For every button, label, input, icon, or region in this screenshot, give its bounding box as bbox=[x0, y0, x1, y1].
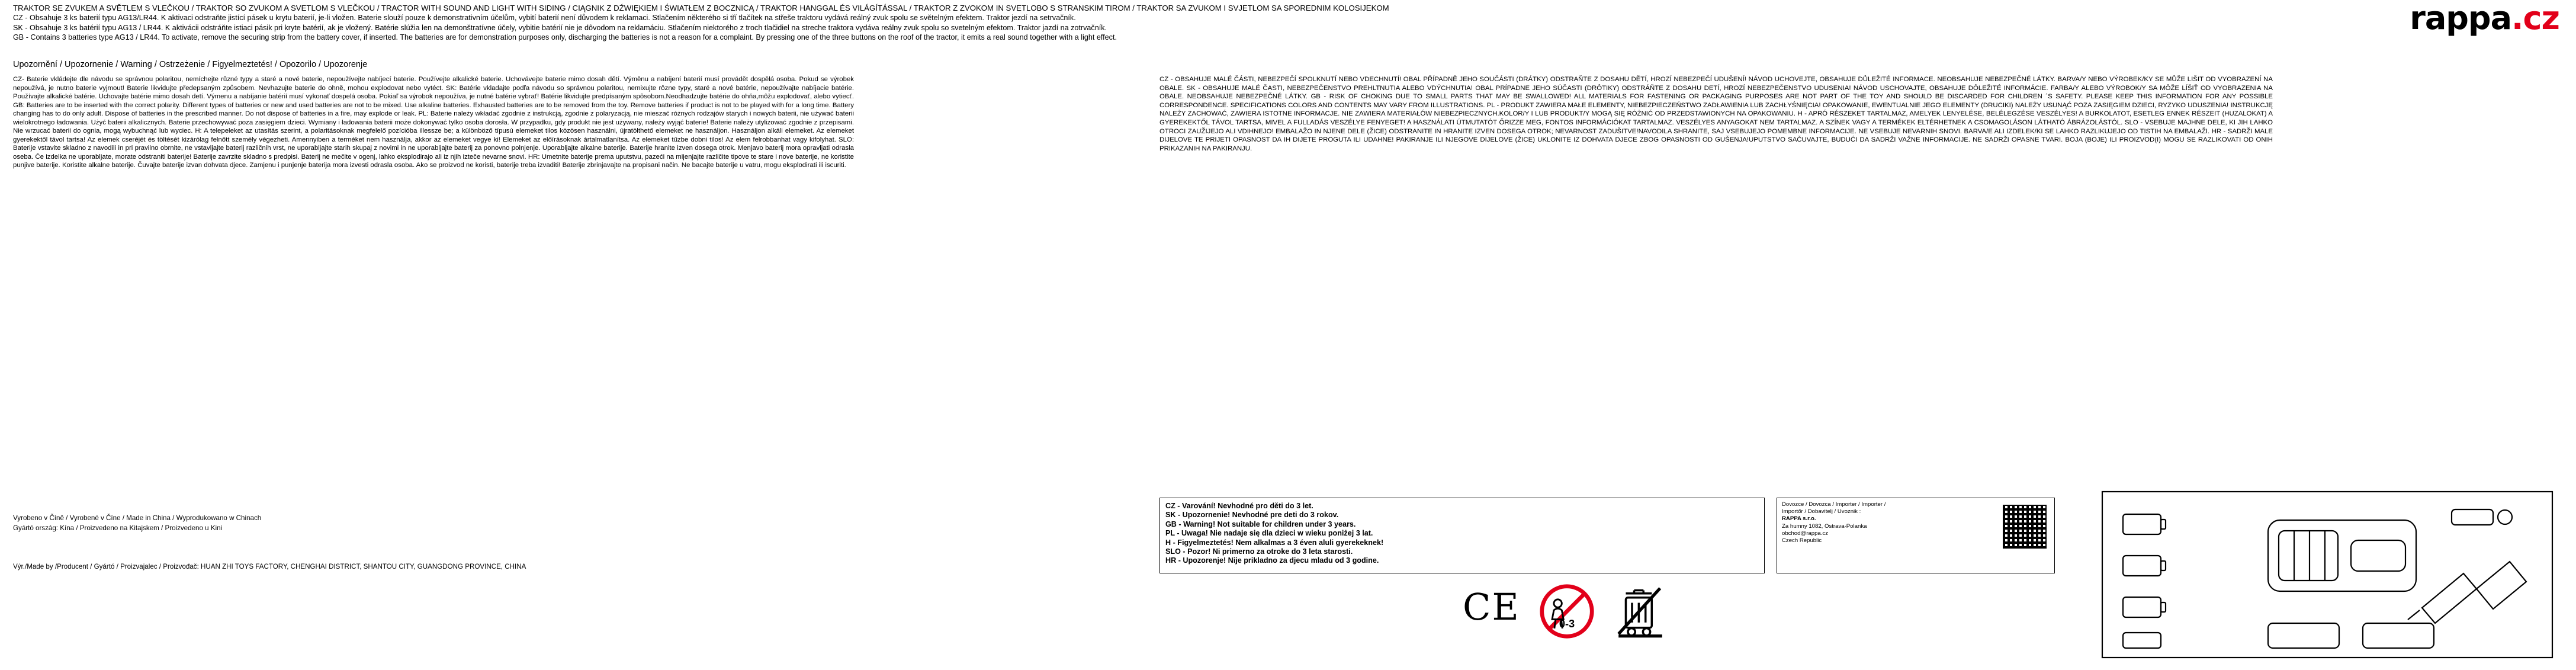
svg-text:0-3: 0-3 bbox=[1559, 617, 1575, 630]
made-in-block bbox=[13, 513, 854, 533]
ce-mark-icon: CE bbox=[1463, 585, 1520, 629]
header-line-sk: SK - Obsahuje 3 ks batérií typu AG13 / LR44. K aktivácii odstráňte istiaci pásik pri kryte batérií, ak je vložený. Batérie slúžia len na demonštratívne účely, vybitie batérií nie je dôvodom na reklamáciu. Stlačením niektorého z troch tlačidiel na streche traktora vydáva reálny zvuk spolu so svetelným efektom. Traktor jazdí na zotrvačník. bbox=[13, 23, 1107, 32]
made-in-line-1: Vyrobeno v Číně / Vyrobené v Číne / Made in China / Wyprodukowano w Chinach bbox=[13, 514, 262, 522]
product-title: TRAKTOR SE ZVUKEM A SVĚTLEM S VLEČKOU / TRAKTOR SO ZVUKOM A SVETLOM S VLEČKOU / TRACTOR WITH SOUND AND LIGHT WITH SIDING / CIĄGNIK Z DŹWIĘKIEM I ŚWIATŁEM Z BOCZNICĄ / TRAKTOR HANGGAL ÉS VILÁGÍTÁSSAL / TRAKTOR Z ZVOKOM IN SVETLOBO S STRANSKIM TIROM / TRAKTOR SA ZVUKOM I SVJETLOM SA SPOREDNIM KOLOSIJEKOM bbox=[13, 4, 1389, 12]
header-line-gb: GB - Contains 3 batteries type AG13 / LR44. To activate, remove the securing strip from the battery cover, if inserted. The batteries are for demonstration purposes only, discharging the batteries is not a reason for a complaint. By pressing one of the three buttons on the roof of the tractor, it emits a real sound together with a light effect. bbox=[13, 33, 1117, 41]
brand-logo bbox=[2410, 0, 2559, 37]
age-warning-pl: PL - Uwaga! Nie nadaje się dla dzieci w wieku poniżej 3 lat. bbox=[1165, 529, 1373, 538]
importer-company: RAPPA s.r.o. bbox=[1782, 515, 1816, 522]
age-warning-sk: SK - Upozornenie! Nevhodné pre deti do 3 rokov. bbox=[1165, 511, 1339, 520]
age-warning-cz: CZ - Varování! Nevhodné pro děti do 3 let. bbox=[1165, 502, 1313, 510]
brand-name: rappa bbox=[2410, 0, 2512, 37]
age-warning-slo: SLO - Pozor! Ni primerno za otroke do 3 leta starosti. bbox=[1165, 547, 1353, 556]
age-warning-box bbox=[1159, 498, 1765, 573]
importer-label-1: Dovozce / Dovozca / Importer / Importer / bbox=[1782, 501, 1886, 508]
battery-compartment-illustration bbox=[2090, 486, 2564, 663]
header-block bbox=[13, 4, 2311, 42]
wheelie-bin-icon bbox=[1614, 584, 1666, 639]
importer-email: obchod@rappa.cz bbox=[1782, 530, 1829, 537]
age-warning-h: H - Figyelmeztetés! Nem alkalmas a 3 éven aluli gyerekeknek! bbox=[1165, 538, 1384, 547]
compliance-symbols bbox=[1463, 581, 1889, 652]
battery-instructions-paragraph: CZ- Baterie vkládejte dle návodu se správnou polaritou, nemíchejte různé typy a staré a nové baterie, nepoužívejte nabíjecí baterie. Používejte alkalické baterie. Uchovávejte baterie mimo dosah dětí. Výměnu a nabíjení baterií musí provádět dospělá osoba. Pokud se výrobek nepoužívá, je nutno baterie vyjmout! Baterie likvidujte předepsaným způsobem. Nevhazujte baterie do ohně, mohou explodovat nebo vytéct. SK: Batérie vkladajte podľa návodu so správnou polaritou, nemixujte rôzne typy, staré a nové batérie, nepoužívajte nabíjacie batérie. Používajte alkalické batérie. Uchovajte batérie mimo dosah detí. Výmenu a nabíjanie batérií musí vykonať dospelá osoba. Pokiaľ sa výrobok nepoužíva, je nutné batérie vybrať! Batérie likvidujte predpísaným spôsobom.Neodhadzujte batérie do ohňa,môžu explodovať, alebo vytiecť. GB: Batteries are to be inserted with the correct polarity. Different types of batteries or new and used batteries are not to be mixed. Use alkaline batteries. Exhausted batteries are to be removed from the toy. Remove batteries if product is not to be played with for a long time. Battery changing has to do only adult. Dispose of batteries in the prescribed manner. Do not dispose of batteries in a fire, may explode or leak. PL: Baterie należy wkładać zgodnie z instrukcją, zgodnie z polaryzacją, nie mieszać różnych rodzajów starych i nowych baterii, nie używać baterii wielokrotnego ładowania. Użyć baterii alkalicznych. Baterie przechowywać poza zasięgiem dzieci. Wymiany i ładowania baterii może dokonywać tylko osoba dorosła. W przypadku, gdy produkt nie jest używany, należy wyjąć baterie! Baterie należy utylizować zgodnie z przepisami. Nie wrzucać baterii do ognia, mogą wybuchnąć lub wyciec. H: A telepeleket az utasítás szerint, a polaritásoknak megfelelő pozícióba illessze be; a különböző típusú elemeket tilos közösen használni, újratölthető elemeket ne használjon. Használjon alkáli elemeket. Az elemeket gyerekektől távol tartsa! Az elemek cseréjét és töltését kizárólag felnőtt személy végezheti. Amennyiben a terméket nem használja, akkor az elemeket vegye ki! Elemeket az előírásoknak ártalmatlanítsa. Az elemeket tűzbe dobni tilos! Az elem felrobbanhat vagy kifolyhat. SLO: Baterije vstavite skladno z navodili in pri pravilno obrnite, ne vstavljajte baterij različnih vrst, ne uporabljajte starih skupaj z novimi in ne uporabljajte baterij za ponovno polnjenje. Uporabljajte alkalne baterije. Baterije hranite izven dosega otrok. Menjavo baterij mora opravljati odrasla oseba. Če izdelka ne uporabljate, morate odstraniti baterije! Baterije zavrzite skladno s predpisi. Baterij ne mečite v ogenj, lahko eksplodirajo ali iz njih izteče nevarne snovi. HR: Umetnite baterije prema uputstvu, pazeći na mijenjajte različite tipove te stare i nove baterije, ne koristite punjive baterije. Koristite alkalne baterije. Čuvajte baterije izvan dohvata djece. Zamjenu i punjenje baterija mora izvesti odrasla osoba. Ako se proizvod ne koristi, baterije trebа izvaditi! Baterije zbrinjavajte na propisani način. Ne bacajte baterije u vatru, mogu eksplodirati ili iscuriti. bbox=[13, 76, 854, 169]
producer-line: Výr./Made by /Producent / Gyártó / Proizvajalec / Proizvođač: HUAN ZHI TOYS FACTORY, CHENGHAI DISTRICT, SHANTOU CITY, GUANGDONG PROVINCE, CHINA bbox=[13, 563, 526, 570]
qr-code-icon bbox=[2001, 503, 2048, 550]
choking-hazard-text: CZ - OBSAHUJE MALÉ ČÁSTI, NEBEZPEČÍ SPOLKNUTÍ NEBO VDECHNUTÍ! OBAL PŘÍPADNĚ JEHO SOUČÁSTI (DRÁTKY) ODSTRAŇTE Z DOSAHU DĚTÍ, HROZÍ NEBEZPEČÍ UDUŠENÍ! NÁVOD UCHOVEJTE, OBSAHUJE DŮLEŽITÉ INFORMACE. NEOBSAHUJE NEBEZPEČNÉ LÁTKY. BARVA/Y NEBO VÝROBEK/KY SE MŮŽE LIŠIT OD VYOBRAZENÍ NA OBALE. SK - OBSAHUJE MALÉ ČASTI, NEBEZPEČENSTVO PREHLTNUTIA ALEBO VDÝCHNUTIA! OBAL PRÍPADNE JEHO SÚČASTI (DRÔTIKY) ODSTRÁŇTE Z DOSAHU DETÍ, HROZÍ NEBEZPEČENSTVO UDUSENIA! NÁVOD USCHOVAJTE, OBSAHUJE DÔLEŽITÉ INFORMÁCIE. FARBA/Y ALEBO VÝROBOK/Y SA MÔŽE LÍŠIŤ OD VYOBRAZENIA NA OBALE. NEOBSAHUJE NEBEZPEČNÉ LÁTKY. GB - RISK OF CHOKING DUE TO SMALL PARTS THAT MAY BE SWALLOWED! ALL MATERIALS FOR FASTENING OR PACKAGING PURPOSES ARE NOT PART OF THE TOY AND SHOULD BE DISCARDED FOR CHILDREN ´S SAFETY. PLEASE KEEP THIS INFORMATION FOR ANY POSSIBLE CORRESPONDENCE. SPECIFICATIONS COLORS AND CONTENTS MAY VARY FROM ILLUSTRATIONS. PL - PRODUKT ZAWIERA MAŁE ELEMENTY, NIEBEZPIECZEŃSTWO ZADŁAWIENIA LUB ZACHŁYŚNIĘCIA! OPAKOWANIE, EWENTUALNIE JEGO ELEMENTY (DRUCIKI) NALEŻY USUNĄĆ POZA ZASIĘGIEM DZIECI, RYZYKO UDUSZENIA! INSTRUKCJĘ NALEŻY ZACHOWAĆ, ZAWIERA ISTOTNE INFORMACJE. NIE ZAWIERA MATERIAŁÓW NIEBEZPIECZNYCH.KOLOR/Y I LUB PRODUKT/Y MOGĄ SIĘ RÓŻNIĆ OD PRZEDSTAWIONYCH NA OPAKOWANIU. H - APRÓ RÉSZEKET TARTALMAZ, AMELYEK LENYELÉSE, BELÉLEGZÉSE VESZÉLYES! A BURKOLATOT, ESETLEG ENNEK RÉSZEIT (HUZALOKAT) A GYEREKEKTŐL TÁVOL TARTSA, MIVEL A FULLADÁS VESZÉLYE FENYEGET! A HASZNÁLATI ÚTMUTATÓT ŐRIZZE MEG, FONTOS INFORMÁCIÓKAT TARTALMAZ. VESZÉLYES ANYAGOKAT NEM TARTALMAZ. A SZÍNEK VAGY A TERMÉKEK ELTÉRHETNEK A CSOMAGOLÁSON LÁTHATÓ ÁBRÁZOLÁSTÓL. SLO - VSEBUJE MAJHNE DELE, KI JIH LAHKO OTROCI ZAUŽIJEJO ALI VDIHNEJO! EMBALAŽO IN NJENE DELE (ŽICE) ODSTRANITE IN HRANITE IZVEN DOSEGA OTROK; NEVARNOST ZADUŠITVE!NAVODILA SHRANITE, SAJ VSEBUJEJO POMEMBNE INFORMACIJE. NE VSEBUJE NEVARNIH SNOVI. BARVA/E ALI IZDELEK/KI SE LAHKO RAZLIKUJEJO OD TISTIH NA EMBALAŽI. HR - SADRŽI MALE DIJELOVE TE PRIJETI OPASNOST DA IH DIJETE PROGUTA ILI UDAHNE! PAKIRANJE ILI NJEGOVE DIJELOVE (ŽICE) UKLONITE IZ DOHVATA DJECE ZBOG OPASNOSTI OD GUŠENJA!UPUTSTVO SAČUVAJTE, BUDUĆI DA SADRŽI VAŽNE INFORMACIJE. NE SADRŽI OPASNE TVARI. BOJA (BOJE) ILI PROIZVOD(I) MOGU SE RAZLIKOVATI OD ONIH PRIKAZANIH NA PAKIRANJU. bbox=[1159, 76, 2273, 152]
made-in-line-2: Gyártó ország: Kína / Proizvedeno na Kitajskem / Proizvedeno u Kini bbox=[13, 524, 223, 532]
age-warning-hr: HR - Upozorenje! Nije prikladno za djecu mladu od 3 godine. bbox=[1165, 556, 1379, 565]
brand-tld: cz bbox=[2523, 0, 2559, 37]
importer-label-2: Importőr / Dobavitelj / Uvoznik : bbox=[1782, 508, 1861, 515]
no-under-3-icon bbox=[1538, 583, 1595, 640]
brand-dot: . bbox=[2511, 0, 2523, 37]
age-warning-gb: GB - Warning! Not suitable for children under 3 years. bbox=[1165, 520, 1356, 528]
importer-country: Czech Republic bbox=[1782, 537, 1822, 544]
importer-box bbox=[1777, 498, 2055, 573]
header-line-cz: CZ - Obsahuje 3 ks baterií typu AG13/LR44. K aktivaci odstraňte jistící pásek u krytu baterií, je-li vložen. Baterie slouží pouze k demonstrativním účelům, vybití baterií není důvodem k reklamaci. Stlačením některého si tří tlačítek na střeše traktoru vydává reálný zvuk spolu se světelným efektem. Traktor jezdí na setrvačník. bbox=[13, 14, 1076, 23]
battery-instructions-text bbox=[13, 75, 854, 175]
warning-heading: Upozornění / Upozornenie / Warning / Ostrzeżenie / Figyelmeztetés! / Opozorilo / Upozorenje bbox=[13, 60, 368, 69]
importer-address: Za humny 1082, Ostrava-Polanka bbox=[1782, 522, 1867, 530]
